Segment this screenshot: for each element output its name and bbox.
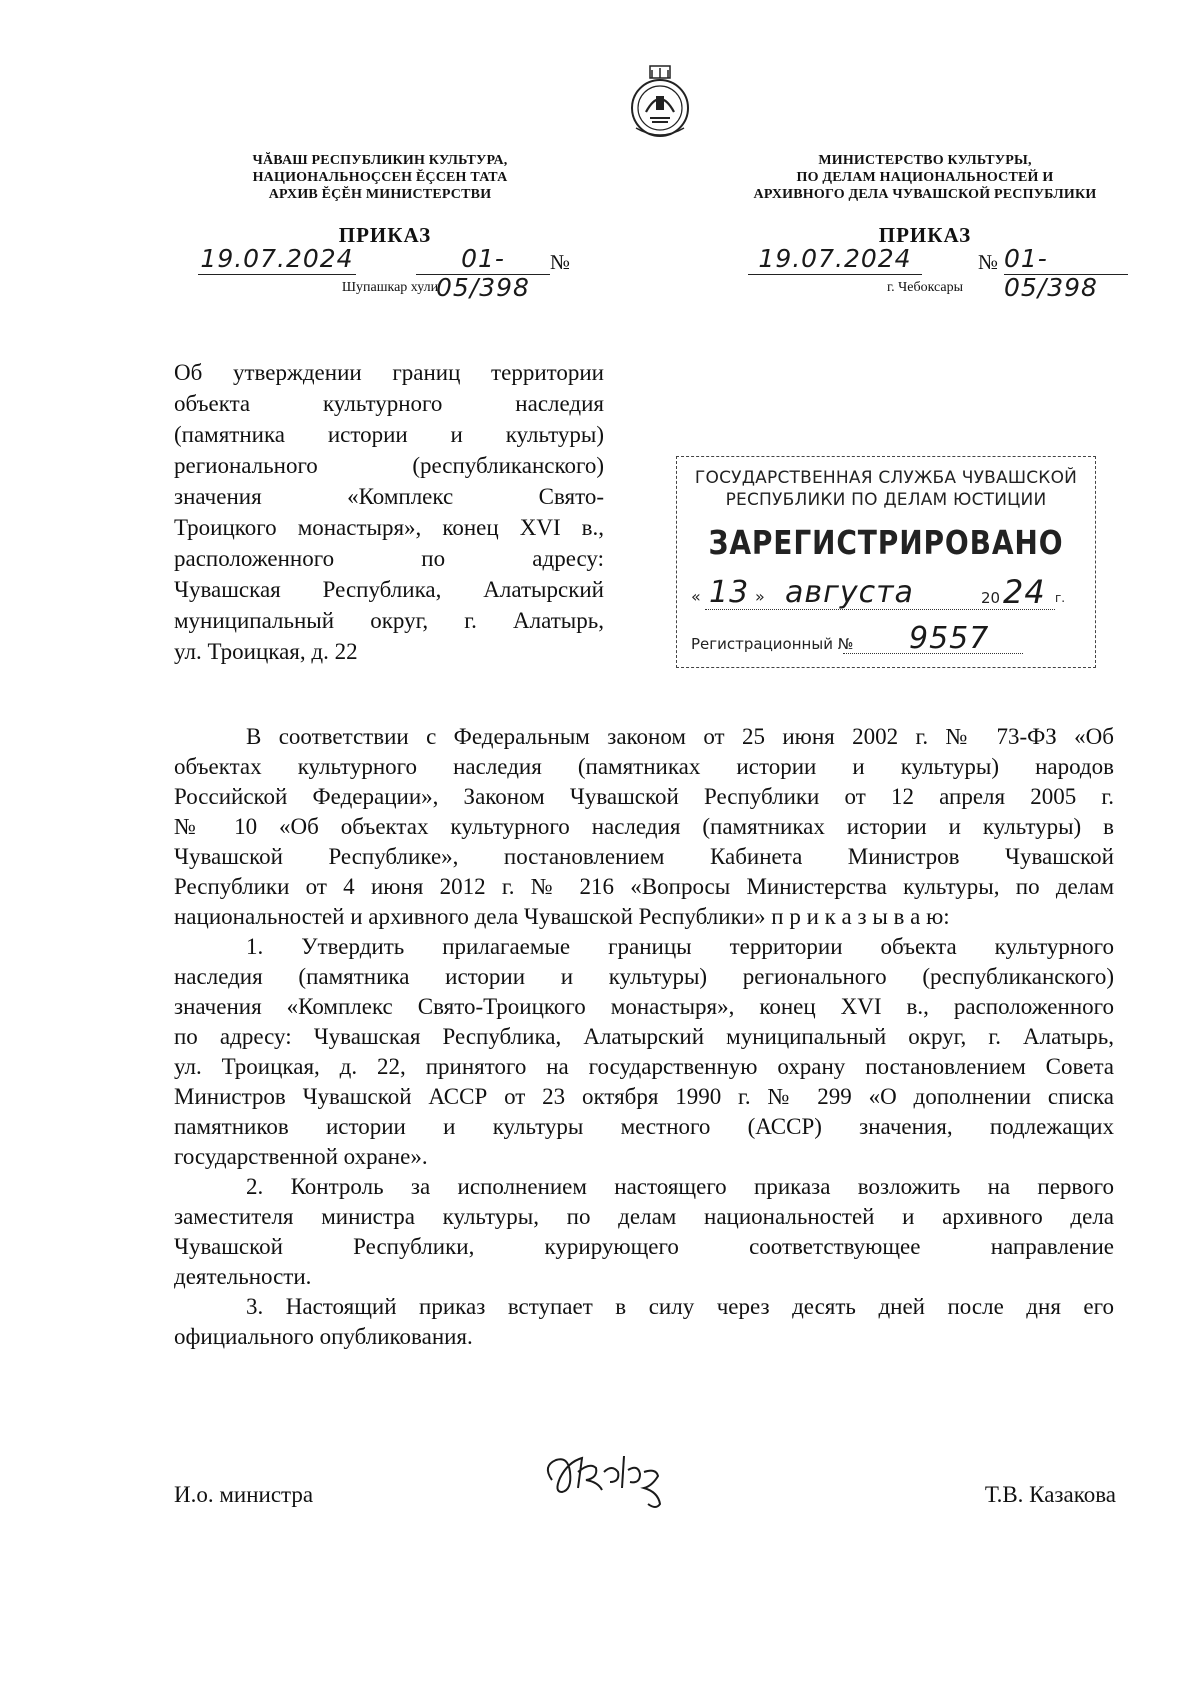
number-left-handwritten: 01-05/398 xyxy=(416,244,550,275)
place-right: г. Чебоксары xyxy=(886,280,964,295)
stamp-year-mark: г. xyxy=(1055,591,1066,605)
item1-line-7: памятников истории и культуры местного (АССР) значения, подлежащих xyxy=(174,1114,1114,1139)
title-line-3: (памятника истории и культуры) xyxy=(174,422,604,447)
stamp-month: августа xyxy=(785,575,914,610)
title-line-8: Чувашская Республика, Алатырский xyxy=(174,577,604,602)
title-line-5: значения «Комплекс Свято- xyxy=(174,484,604,509)
number-right-handwritten: 01-05/398 xyxy=(1004,244,1128,275)
preamble-line-1: В соответствии с Федеральным законом от 25 июня 2002 г. № 73-ФЗ «Об xyxy=(246,724,1114,749)
registration-stamp xyxy=(676,456,1096,668)
preamble-line-4: № 10 «Об объектах культурного наследия (памятниках истории и культуры) в xyxy=(174,814,1114,839)
coat-of-arms-emblem xyxy=(626,62,694,142)
preamble-line-2: объектах культурного наследия (памятниках истории и культуры) народов xyxy=(174,754,1114,779)
item2-line-2: заместителя министра культуры, по делам национальностей и архивного дела xyxy=(174,1204,1114,1229)
header-left-line-2: НАЦИОНАЛЬНОÇСЕН ĔÇСЕН ТАТА xyxy=(252,170,508,185)
stamp-reg-label: Регистрационный № xyxy=(691,635,854,653)
title-line-4: регионального (республиканского) xyxy=(174,453,604,478)
stamp-date-row xyxy=(691,575,1081,615)
item1-line-4: по адресу: Чувашская Республика, Алатырский муниципальный округ, г. Алатырь, xyxy=(174,1024,1114,1049)
document-body xyxy=(174,722,1114,1352)
title-line-2: объекта культурного наследия xyxy=(174,391,604,416)
signature-name: Т.В. Казакова xyxy=(984,1482,1116,1507)
prikaz-right: ПРИКАЗ xyxy=(878,223,972,247)
stamp-year-suffix: 24 xyxy=(1003,573,1046,611)
date-left-handwritten: 19.07.2024 xyxy=(198,244,356,275)
item1-line-8: государственной охране». xyxy=(174,1144,428,1169)
handwritten-signature-image xyxy=(532,1442,692,1512)
header-right-line-1: МИНИСТЕРСТВО КУЛЬТУРЫ, xyxy=(818,153,1032,168)
header-left-line-1: ЧĂВАШ РЕСПУБЛИКИН КУЛЬТУРА, xyxy=(252,153,508,168)
stamp-reg-row xyxy=(691,621,1081,657)
stamp-line-2: РЕСПУБЛИКИ ПО ДЕЛАМ ЮСТИЦИИ xyxy=(725,490,1047,510)
stamp-quote-close: » xyxy=(755,587,765,606)
preamble-line-6: Республики от 4 июня 2012 г. № 216 «Вопросы Министерства культуры, по делам xyxy=(174,874,1114,899)
prikaz-left: ПРИКАЗ xyxy=(338,223,432,247)
item1-line-5: ул. Троицкая, д. 22, принятого на государственную охрану постановлением Совета xyxy=(174,1054,1114,1079)
item1-line-2: наследия (памятника истории и культуры) регионального (республиканского) xyxy=(174,964,1114,989)
stamp-line-1: ГОСУДАРСТВЕННАЯ СЛУЖБА ЧУВАШСКОЙ xyxy=(694,468,1078,488)
place-left: Шупашкар хули xyxy=(341,280,439,295)
date-right-handwritten: 19.07.2024 xyxy=(748,244,922,275)
item1-line-3: значения «Комплекс Свято-Троицкого монастыря», конец XVI в., расположенного xyxy=(174,994,1114,1019)
number-sign-right: № xyxy=(978,250,999,274)
stamp-day: 13 xyxy=(709,575,750,610)
item1-line-1: 1. Утвердить прилагаемые границы территории объекта культурного xyxy=(246,934,1114,959)
stamp-reg-underline xyxy=(843,653,1023,654)
header-right xyxy=(725,152,1125,203)
title-line-9: муниципальный округ, г. Алатырь, xyxy=(174,608,604,633)
preamble-line-7: национальностей и архивного дела Чувашской Республики» п р и к а з ы в а ю: xyxy=(174,904,950,929)
document-title xyxy=(174,357,604,667)
item2-line-4: деятельности. xyxy=(174,1264,312,1289)
number-sign-left: № xyxy=(550,250,571,274)
stamp-registered: ЗАРЕГИСТРИРОВАНО xyxy=(708,523,1064,562)
header-left xyxy=(200,152,560,203)
header-left-line-3: АРХИВ ĔÇĔН МИНИСТЕРСТВИ xyxy=(268,187,492,202)
stamp-date-underline xyxy=(705,609,1055,610)
item1-line-6: Министров Чувашской АССР от 23 октября 1990 г. № 299 «О дополнении списка xyxy=(174,1084,1114,1109)
item3-line-2: официального опубликования. xyxy=(174,1324,473,1349)
stamp-reg-number: 9557 xyxy=(909,621,990,656)
title-line-6: Троицкого монастыря», конец XVI в., xyxy=(174,515,604,540)
preamble-line-5: Чувашской Республике», постановлением Кабинета Министров Чувашской xyxy=(174,844,1114,869)
signature-position: И.о. министра xyxy=(174,1482,314,1507)
header-right-line-3: АРХИВНОГО ДЕЛА ЧУВАШСКОЙ РЕСПУБЛИКИ xyxy=(753,187,1097,202)
stamp-quote-open: « xyxy=(691,587,701,606)
title-line-7: расположенного по адресу: xyxy=(174,546,604,571)
title-line-10: ул. Троицкая, д. 22 xyxy=(174,639,358,664)
preamble-line-3: Российской Федерации», Законом Чувашской Республики от 12 апреля 2005 г. xyxy=(174,784,1114,809)
header-right-line-2: ПО ДЕЛАМ НАЦИОНАЛЬНОСТЕЙ И xyxy=(796,170,1054,185)
item3-line-1: 3. Настоящий приказ вступает в силу через десять дней после дня его xyxy=(246,1294,1114,1319)
stamp-year-prefix: 20 xyxy=(981,589,1001,607)
item2-line-1: 2. Контроль за исполнением настоящего приказа возложить на первого xyxy=(246,1174,1114,1199)
title-line-1: Об утверждении границ территории xyxy=(174,360,604,385)
item2-line-3: Чувашской Республики, курирующего соответствующее направление xyxy=(174,1234,1114,1259)
